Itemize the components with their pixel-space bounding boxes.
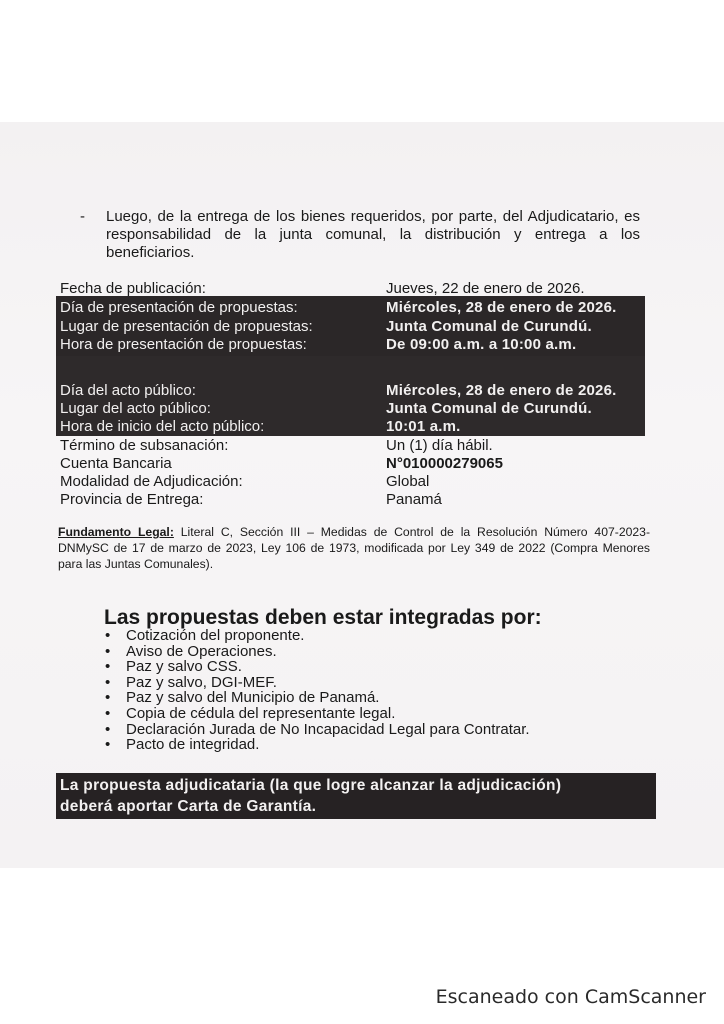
list-item [104,722,530,738]
schedule-row [60,382,640,399]
schedule-label: Provincia de Entrega: [60,491,204,508]
requirements-heading: Las propuestas deben estar integradas por: [104,606,542,629]
list-item [104,659,530,675]
bullet-icon: • [105,704,111,722]
schedule-value: Junta Comunal de Curundú. [386,318,592,335]
requirement-text: Paz y salvo, DGI-MEF. [126,673,277,691]
schedule-row [60,437,640,454]
schedule-row [60,280,640,297]
schedule-label: Término de subsanación: [60,437,229,454]
notice-line: deberá aportar Carta de Garantía. [60,798,317,815]
requirement-text: Pacto de integridad. [126,736,260,754]
requirement-text: Paz y salvo CSS. [126,658,242,676]
schedule-label: Fecha de publicación: [60,280,206,297]
schedule-row [60,400,640,417]
requirement-text: Copia de cédula del representante legal. [126,704,396,722]
requirement-text: Aviso de Operaciones. [126,642,277,660]
list-item [104,737,530,753]
bullet-icon: • [105,736,111,754]
schedule-value: Junta Comunal de Curundú. [386,400,592,417]
list-item [104,706,530,722]
bullet-icon: • [105,689,111,707]
requirement-text: Paz y salvo del Municipio de Panamá. [126,689,380,707]
schedule-value: Miércoles, 28 de enero de 2026. [386,299,617,316]
schedule-value: Jueves, 22 de enero de 2026. [386,280,585,297]
schedule-value: Panamá [386,491,442,508]
list-item [104,644,530,660]
camscanner-watermark: Escaneado con CamScanner [435,986,706,1008]
schedule-value: 10:01 a.m. [386,418,461,435]
bank-account-number: N°010000279065 [386,455,503,472]
schedule-value: Miércoles, 28 de enero de 2026. [386,382,617,399]
schedule-label: Hora de inicio del acto público: [60,418,265,435]
schedule-row [60,418,640,435]
notice-line: La propuesta adjudicataria (la que logre alcanzar la adjudicación) [60,777,562,794]
legal-basis [58,524,650,572]
schedule-label: Día de presentación de propuestas: [60,299,298,316]
bullet-icon: • [105,673,111,691]
dash-marker: - [80,208,85,225]
bullet-icon: • [105,642,111,660]
delivery-text: Luego, de la entrega de los bienes requeridos, por parte, del Adjudicatario, es responsabilidad de la junta comunal, la distribución y entrega a los beneficiarios. [106,208,640,261]
delivery-paragraph [80,208,640,262]
list-item [104,675,530,691]
schedule-value: De 09:00 a.m. a 10:00 a.m. [386,336,577,353]
schedule-row [60,455,640,472]
schedule-label: Día del acto público: [60,382,196,399]
schedule-label: Lugar del acto público: [60,400,211,417]
legal-basis-title: Fundamento Legal: [58,525,174,539]
requirements-list [104,628,530,753]
schedule-row [60,491,640,508]
schedule-label: Modalidad de Adjudicación: [60,473,243,490]
requirement-text: Declaración Jurada de No Incapacidad Legal para Contratar. [126,720,530,738]
schedule-label: Lugar de presentación de propuestas: [60,318,313,335]
schedule-row [60,299,640,316]
bullet-icon: • [105,720,111,738]
schedule-row [60,318,640,335]
legal-basis-text: Literal C, Sección III – Medidas de Control de la Resolución Número 407-2023-DNMySC de 17 de marzo de 2023, Ley 106 de 1973, modificada por Ley 349 de 2022 (Compra Menores para las Juntas Comunales). [58,525,650,571]
schedule-value: Global [386,473,430,490]
requirement-text: Cotización del proponente. [126,627,305,644]
schedule-label: Hora de presentación de propuestas: [60,336,307,353]
schedule-value: Un (1) día hábil. [386,437,493,454]
list-item [104,690,530,706]
list-item [104,628,530,644]
guarantee-notice [56,773,656,819]
bullet-icon: • [105,627,111,644]
schedule-row [60,336,640,353]
schedule-label: Cuenta Bancaria [60,455,172,472]
schedule-row [60,473,640,490]
bullet-icon: • [105,658,111,676]
